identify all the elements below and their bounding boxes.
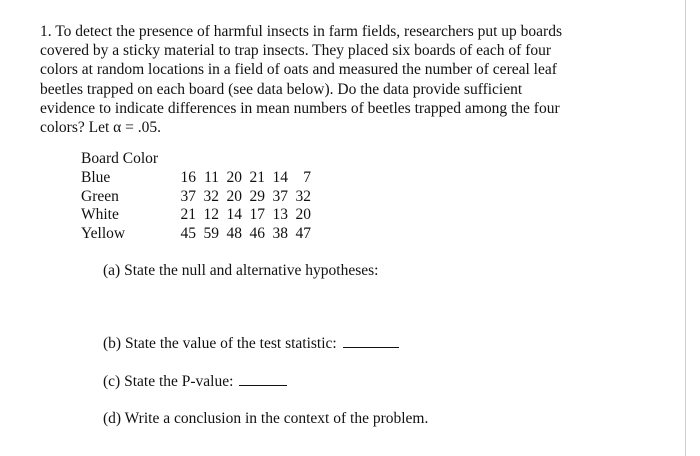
table-cell: 38 — [272, 225, 288, 243]
table-cell: 17 — [249, 206, 265, 224]
table-cell: 20 — [226, 168, 242, 186]
table-cell: 13 — [272, 206, 288, 224]
part-d-text: (d) Write a conclusion in the context of the problem. — [103, 410, 429, 427]
table-cell: 20 — [295, 206, 311, 224]
table-cell: 14 — [226, 206, 242, 224]
table-cell: 21 — [180, 206, 196, 224]
part-a — [103, 262, 378, 280]
table-cell: 20 — [226, 187, 242, 205]
table-cell: 45 — [180, 225, 196, 243]
table-row-green — [81, 188, 311, 207]
table-cell: 32 — [203, 187, 219, 205]
row-values — [177, 188, 311, 207]
table-cell: 7 — [303, 168, 311, 186]
table-cell: 14 — [272, 168, 288, 186]
question-line-3: colors at random locations in a field of oats and measured the number of cereal leaf — [40, 61, 557, 79]
question-line-1: 1. To detect the presence of harmful insects in farm fields, researchers put up boards — [40, 23, 562, 40]
data-table — [81, 150, 311, 244]
table-cell: 47 — [295, 225, 311, 243]
part-b-text: (b) State the value of the test statistic: — [103, 335, 337, 352]
answer-blank-b[interactable] — [343, 346, 399, 348]
question-line-4: beetles trapped on each board (see data below). Do the data provide sufficient — [40, 80, 523, 98]
row-label: White — [81, 206, 119, 224]
table-cell: 12 — [203, 206, 219, 224]
table-cell: 11 — [204, 168, 219, 186]
row-values — [177, 206, 311, 225]
row-label: Blue — [81, 168, 111, 186]
row-label: Yellow — [81, 225, 126, 243]
table-cell: 21 — [249, 168, 265, 186]
part-a-text: (a) State the null and alternative hypotheses: — [103, 262, 379, 279]
part-c — [103, 373, 287, 391]
table-row-yellow — [81, 225, 311, 244]
row-values — [177, 225, 311, 244]
table-cell: 37 — [272, 187, 288, 205]
part-d — [103, 410, 428, 428]
table-cell: 48 — [226, 225, 242, 243]
part-b — [103, 335, 399, 353]
question-line-2: covered by a sticky material to trap insects. They placed six boards of each of four — [40, 42, 552, 60]
table-cell: 46 — [249, 225, 265, 243]
page-edge-divider — [685, 0, 686, 456]
table-cell: 37 — [180, 187, 196, 205]
question-line-6: colors? Let α = .05. — [40, 119, 162, 137]
table-row-white — [81, 206, 311, 225]
table-cell: 29 — [249, 187, 265, 205]
table-row-blue — [81, 169, 311, 188]
question-line-5: evidence to indicate differences in mean numbers of beetles trapped among the four — [40, 99, 560, 117]
part-c-text: (c) State the P-value: — [103, 373, 234, 390]
row-label: Green — [81, 187, 119, 205]
question-text — [40, 22, 600, 137]
table-header: Board Color — [81, 150, 159, 167]
row-values — [177, 169, 311, 188]
table-cell: 32 — [295, 187, 311, 205]
table-cell: 59 — [203, 225, 219, 243]
answer-blank-c[interactable] — [239, 384, 287, 386]
table-cell: 16 — [180, 168, 196, 186]
